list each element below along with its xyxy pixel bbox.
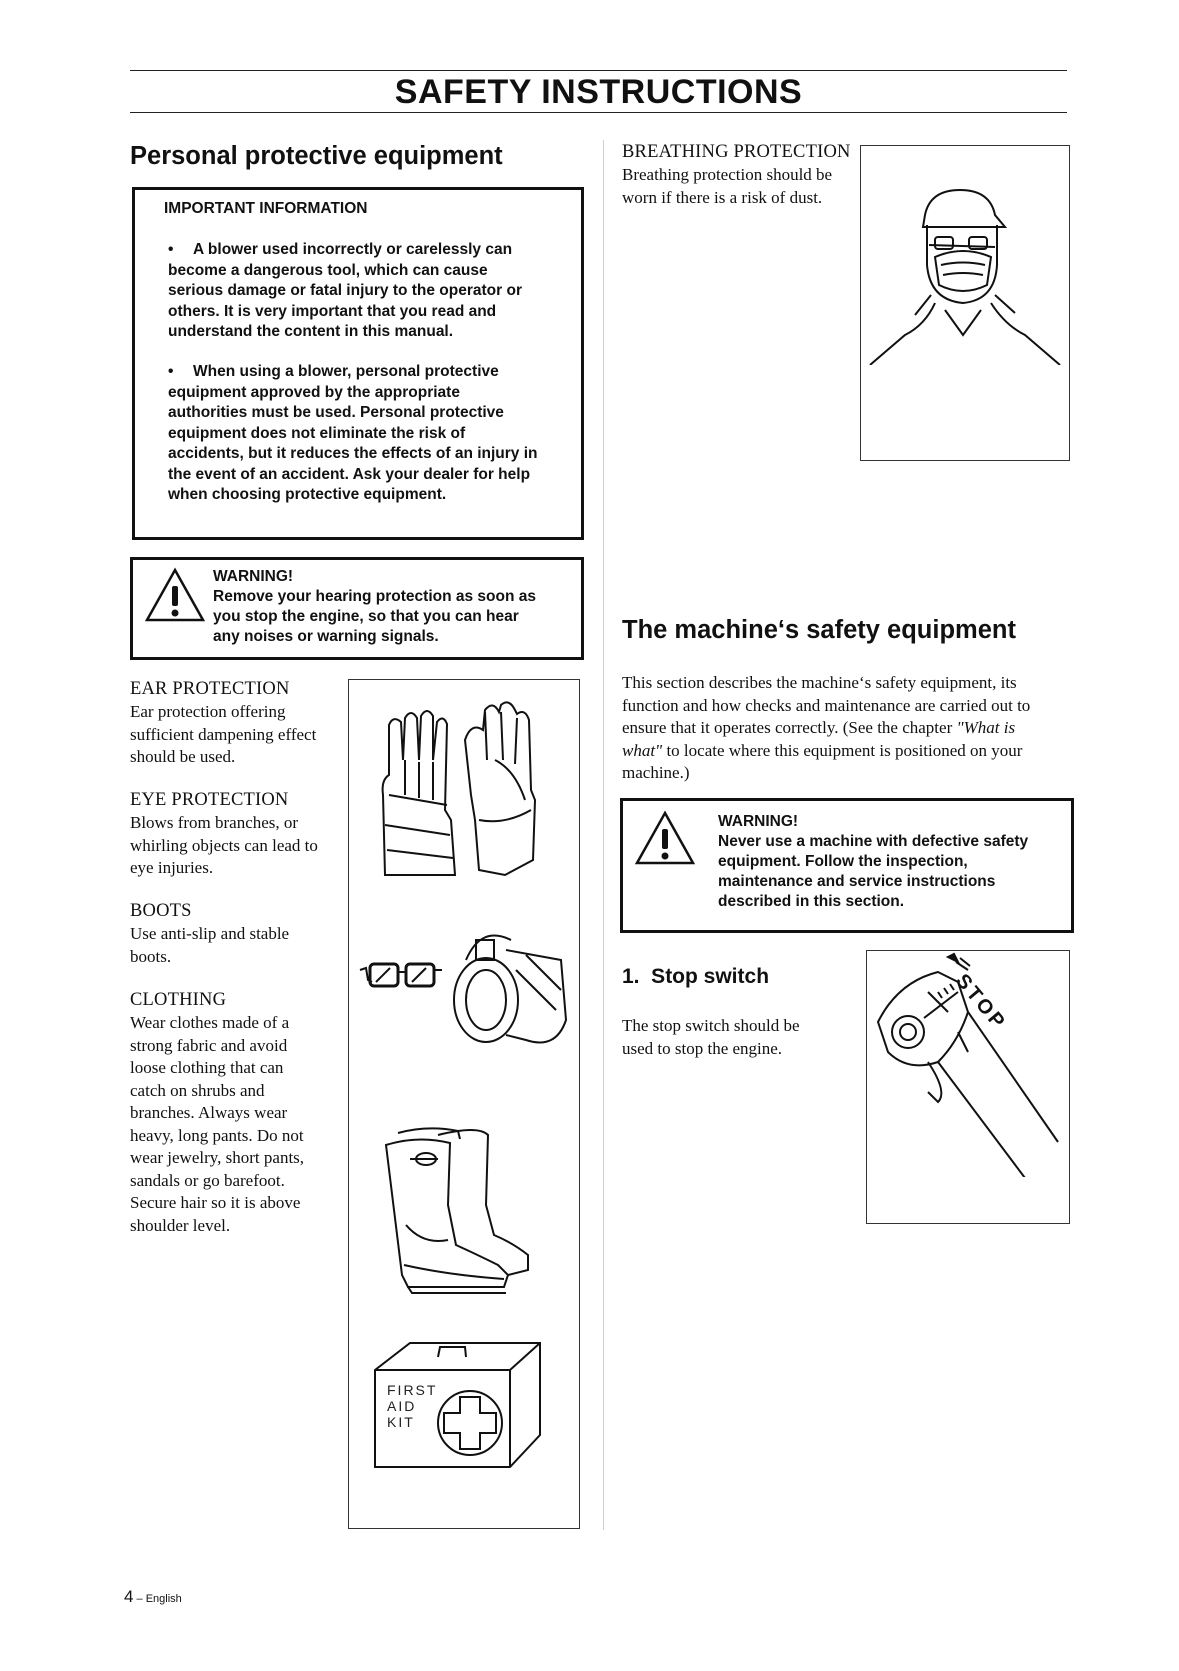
clothing-section [130,988,345,1237]
bullet-2-line: equipment approved by the appropriate [168,383,460,401]
ear-protection-line: sufficient dampening effect [130,724,317,744]
page-title: SAFETY INSTRUCTIONS [394,73,803,111]
bullet-dot: • [168,241,174,258]
first-aid-kit-label [387,1382,437,1430]
warning-triangle-icon [634,810,696,866]
column-divider [603,140,604,1530]
intro-line [622,740,1072,763]
clothing-title: CLOTHING [130,990,227,1010]
breathing-protection-section [622,140,852,209]
breathing-protection-line: Breathing protection should be [622,165,833,184]
bullet-1-line: serious damage or fatal injury to the operator or [168,282,522,299]
ear-protection-title: EAR PROTECTION [130,679,290,699]
clothing-line: Secure hair so it is above [130,1193,301,1212]
intro-chapter-ref: what" [622,740,663,760]
bullet-2-line: the event of an accident. Ask your dealer for help [168,465,531,483]
bullet-2-line: authorities must be used. Personal protective [168,404,504,421]
intro-text: to locate where this equipment is positioned on your [662,740,1023,760]
eye-protection-line: Blows from branches, or [130,813,299,832]
warning-line: you stop the engine, so that you can hear [213,608,519,625]
header-bottom-rule [130,112,1067,113]
intro-chapter-ref: "What is [956,718,1016,737]
breathing-protection-line: worn if there is a risk of dust. [622,187,823,207]
bullet-2-line: accidents, but it reduces the effects of an injury in [168,445,538,462]
warning-title: WARNING! [213,568,294,585]
page-footer [124,1587,182,1607]
section-heading-ppe: Personal protective equipment [130,142,503,170]
clothing-line: sandals or go barefoot. [130,1170,285,1190]
footer-language: – English [133,1593,182,1605]
eye-protection-title: EYE PROTECTION [130,790,289,810]
header-top-rule [130,70,1067,71]
warning-line: described in this section. [718,893,905,910]
clothing-line: branches. Always wear [130,1103,288,1122]
machine-safety-intro [622,672,1072,785]
clothing-line: catch on shrubs and [130,1080,265,1100]
eye-protection-line: whirling objects can lead to [130,835,318,855]
intro-line: machine.) [622,763,690,782]
intro-line [622,717,1072,740]
warning-line: maintenance and service instructions [718,873,996,890]
warning-hearing-text [213,567,536,647]
bullet-1-line: A blower used incorrectly or carelessly can [193,241,513,258]
page-number: 4 [124,1587,134,1606]
warning-line: Remove your hearing protection as soon as [213,588,536,605]
intro-line: This section describes the machine‘s safety equipment, its [622,673,1017,692]
bullet-dot: • [168,363,174,380]
warning-triangle-icon [144,567,206,623]
boots-title: BOOTS [130,901,192,921]
respirator-person-illustration [865,185,1065,365]
stop-switch-heading: 1. Stop switch [622,965,770,988]
important-information-title: IMPORTANT INFORMATION [164,200,368,217]
clothing-line: strong fabric and avoid [130,1035,288,1055]
first-aid-label-line: FIRST [387,1382,438,1398]
first-aid-label-line: AID [387,1398,417,1414]
intro-text: ensure that it operates correctly. (See the chapter [622,718,957,737]
boots-line: Use anti-slip and stable [130,924,290,943]
ear-protection-line: Ear protection offering [130,702,286,721]
clothing-line: heavy, long pants. Do not [130,1125,304,1145]
warning-title: WARNING! [718,813,799,830]
boots-section [130,899,345,968]
warning-line: any noises or warning signals. [213,628,439,645]
important-bullet-2 [168,362,570,506]
bullet-1-line: others. It is very important that you read and [168,302,497,320]
stop-switch-description [622,1015,842,1060]
gloves-illustration [375,700,565,890]
bullet-2-line: when choosing protective equipment. [168,486,447,503]
important-bullet-1 [168,240,570,343]
stop-switch-line: used to stop the engine. [622,1038,783,1058]
boots-line: boots. [130,946,172,966]
section-heading-machine-safety: The machine‘s safety equipment [622,616,1016,644]
ear-protection-section [130,677,345,769]
eye-protection-line: eye injuries. [130,858,214,877]
stop-switch-line: The stop switch should be [622,1016,800,1035]
clothing-line: loose clothing that can [130,1058,284,1077]
eye-protection-section [130,788,345,880]
intro-line: function and how checks and maintenance are carried out to [622,695,1031,715]
eye-ear-protection-illustration [356,930,571,1060]
warning-line: Never use a machine with defective safety [718,833,1029,850]
boots-illustration [378,1125,538,1295]
bullet-1-line: understand the content in this manual. [168,323,454,340]
clothing-line: wear jewelry, short pants, [130,1148,305,1167]
bullet-2-line: When using a blower, personal protective [193,363,499,380]
clothing-line: Wear clothes made of a [130,1013,290,1032]
bullet-1-line: become a dangerous tool, which can cause [168,261,488,279]
ear-protection-line: should be used. [130,747,236,766]
breathing-protection-title: BREATHING PROTECTION [622,142,851,162]
warning-line: equipment. Follow the inspection, [718,853,968,870]
bullet-2-line: equipment does not eliminate the risk of [168,424,466,442]
stop-label: STOP [951,970,1011,1035]
warning-defective-text [718,812,1028,912]
clothing-line: shoulder level. [130,1215,231,1235]
first-aid-label-line: KIT [387,1414,415,1430]
